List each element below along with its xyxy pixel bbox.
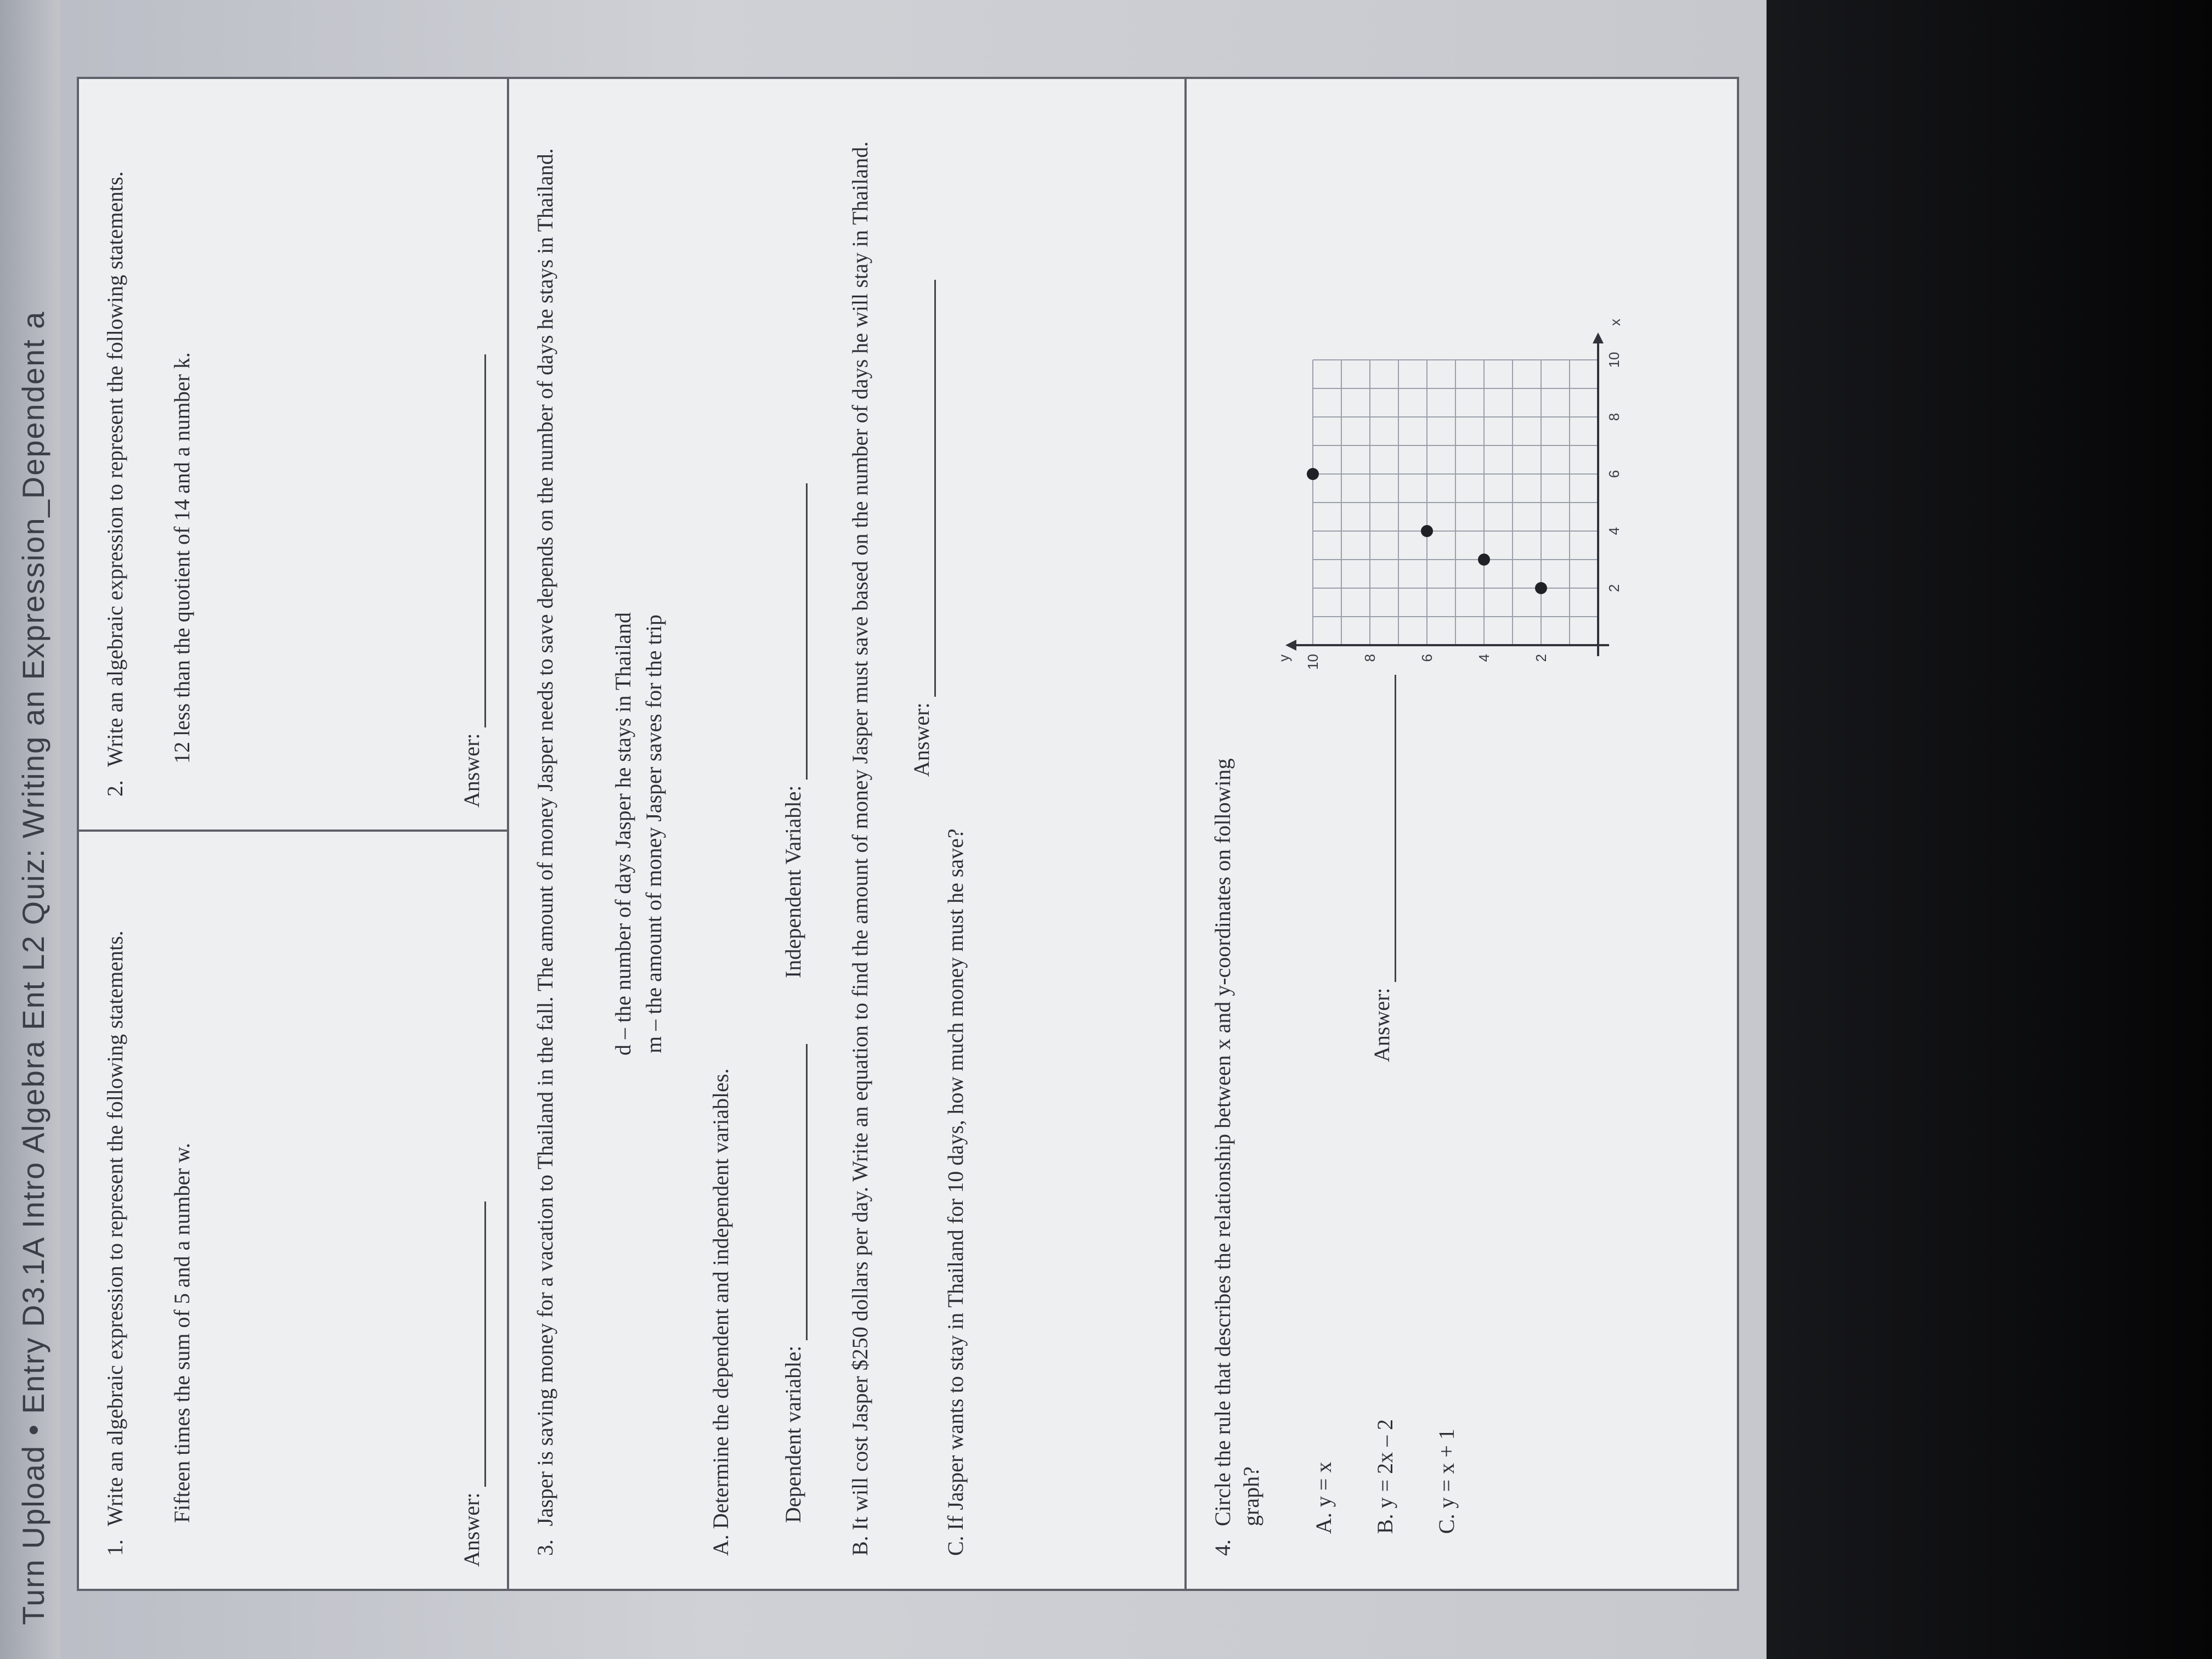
dependent-answer-field[interactable]	[806, 1044, 808, 1340]
y-tick-label: 10	[1305, 654, 1321, 670]
option-c[interactable]: C. y = x + 1	[1434, 1429, 1459, 1534]
y-axis-label: y	[1276, 654, 1292, 662]
part-b-answer-field[interactable]	[934, 280, 936, 697]
x-tick-label: 4	[1606, 527, 1622, 535]
coordinate-graph	[1269, 316, 1642, 689]
question-2	[79, 79, 507, 830]
x-axis-arrow	[1593, 332, 1604, 343]
variable-definition-d: d – the number of days Jasper he stays in Thailand	[611, 612, 635, 1056]
question-prompt: Write an algebraic expression to represent the following statements.	[103, 930, 127, 1526]
answer-field[interactable]	[484, 1201, 486, 1487]
part-b-answer-label: Answer:	[909, 702, 934, 777]
question-number: 1.	[103, 1539, 127, 1556]
answer-label: Answer:	[459, 1492, 484, 1567]
answer-label: Answer:	[459, 733, 484, 808]
answer-label: Answer:	[1369, 988, 1394, 1062]
document-viewport	[60, 0, 1767, 1659]
monitor-bezel	[1767, 0, 2212, 1659]
question-prompt: Write an algebraic expression to represent the following statements.	[103, 171, 127, 767]
question-4	[1187, 79, 1735, 1589]
dependent-label: Dependent variable:	[781, 1345, 805, 1523]
x-tick-label: 2	[1606, 584, 1622, 592]
part-c-prompt: C. If Jasper wants to stay in Thailand for 10 days, how much money must he save?	[943, 828, 968, 1556]
x-axis-label: x	[1607, 319, 1623, 326]
y-tick-label: 6	[1419, 654, 1435, 662]
browser-tab-strip	[0, 0, 60, 1659]
answer-field[interactable]	[484, 354, 486, 727]
question-number: 4.	[1210, 1539, 1235, 1556]
question-prompt: Circle the rule that describes the relationship between x and y-coordinates on following graph?	[1210, 758, 1263, 1526]
answer-field[interactable]	[1395, 675, 1396, 982]
y-axis-arrow	[1285, 640, 1296, 651]
question-statement: Fifteen times the sum of 5 and a number w.	[170, 1143, 194, 1523]
option-a[interactable]: A. y = x	[1311, 1462, 1336, 1534]
independent-answer-field[interactable]	[806, 483, 808, 780]
quiz-document	[77, 77, 1739, 1591]
question-prompt: Jasper is saving money for a vacation to Thailand in the fall. The amount of money Jasper needs to save depends on the number of days he stays in Thailand.	[533, 148, 557, 1526]
part-a-prompt: A. Determine the dependent and independent variables.	[708, 1068, 733, 1556]
x-tick-label: 6	[1606, 470, 1622, 478]
question-3	[509, 79, 1184, 1589]
y-tick-label: 2	[1533, 654, 1549, 662]
option-b[interactable]: B. y = 2x – 2	[1373, 1419, 1397, 1534]
question-1	[79, 832, 507, 1589]
data-point	[1307, 468, 1319, 480]
independent-label: Independent Variable:	[781, 785, 805, 978]
y-tick-label: 4	[1476, 654, 1492, 662]
variable-definition-m: m – the amount of money Jasper saves for the trip	[641, 614, 666, 1053]
data-point	[1478, 554, 1490, 566]
part-b-prompt: B. It will cost Jasper $250 dollars per day. Write an equation to find the amount of money Jasper must save based on the number of days he will stay in Thailand.	[848, 141, 872, 1556]
x-tick-label: 10	[1606, 352, 1622, 368]
question-number: 2.	[103, 780, 127, 797]
question-number: 3.	[533, 1539, 557, 1556]
data-point	[1421, 525, 1433, 537]
data-point	[1535, 582, 1547, 594]
question-statement: 12 less than the quotient of 14 and a number k.	[170, 352, 194, 764]
y-tick-label: 8	[1362, 654, 1378, 662]
tab-title[interactable]: Turn Upload • Entry D3.1A Intro Algebra Ent L2 Quiz: Writing an Expression_Dependent a	[16, 311, 50, 1625]
x-tick-label: 8	[1606, 413, 1622, 421]
